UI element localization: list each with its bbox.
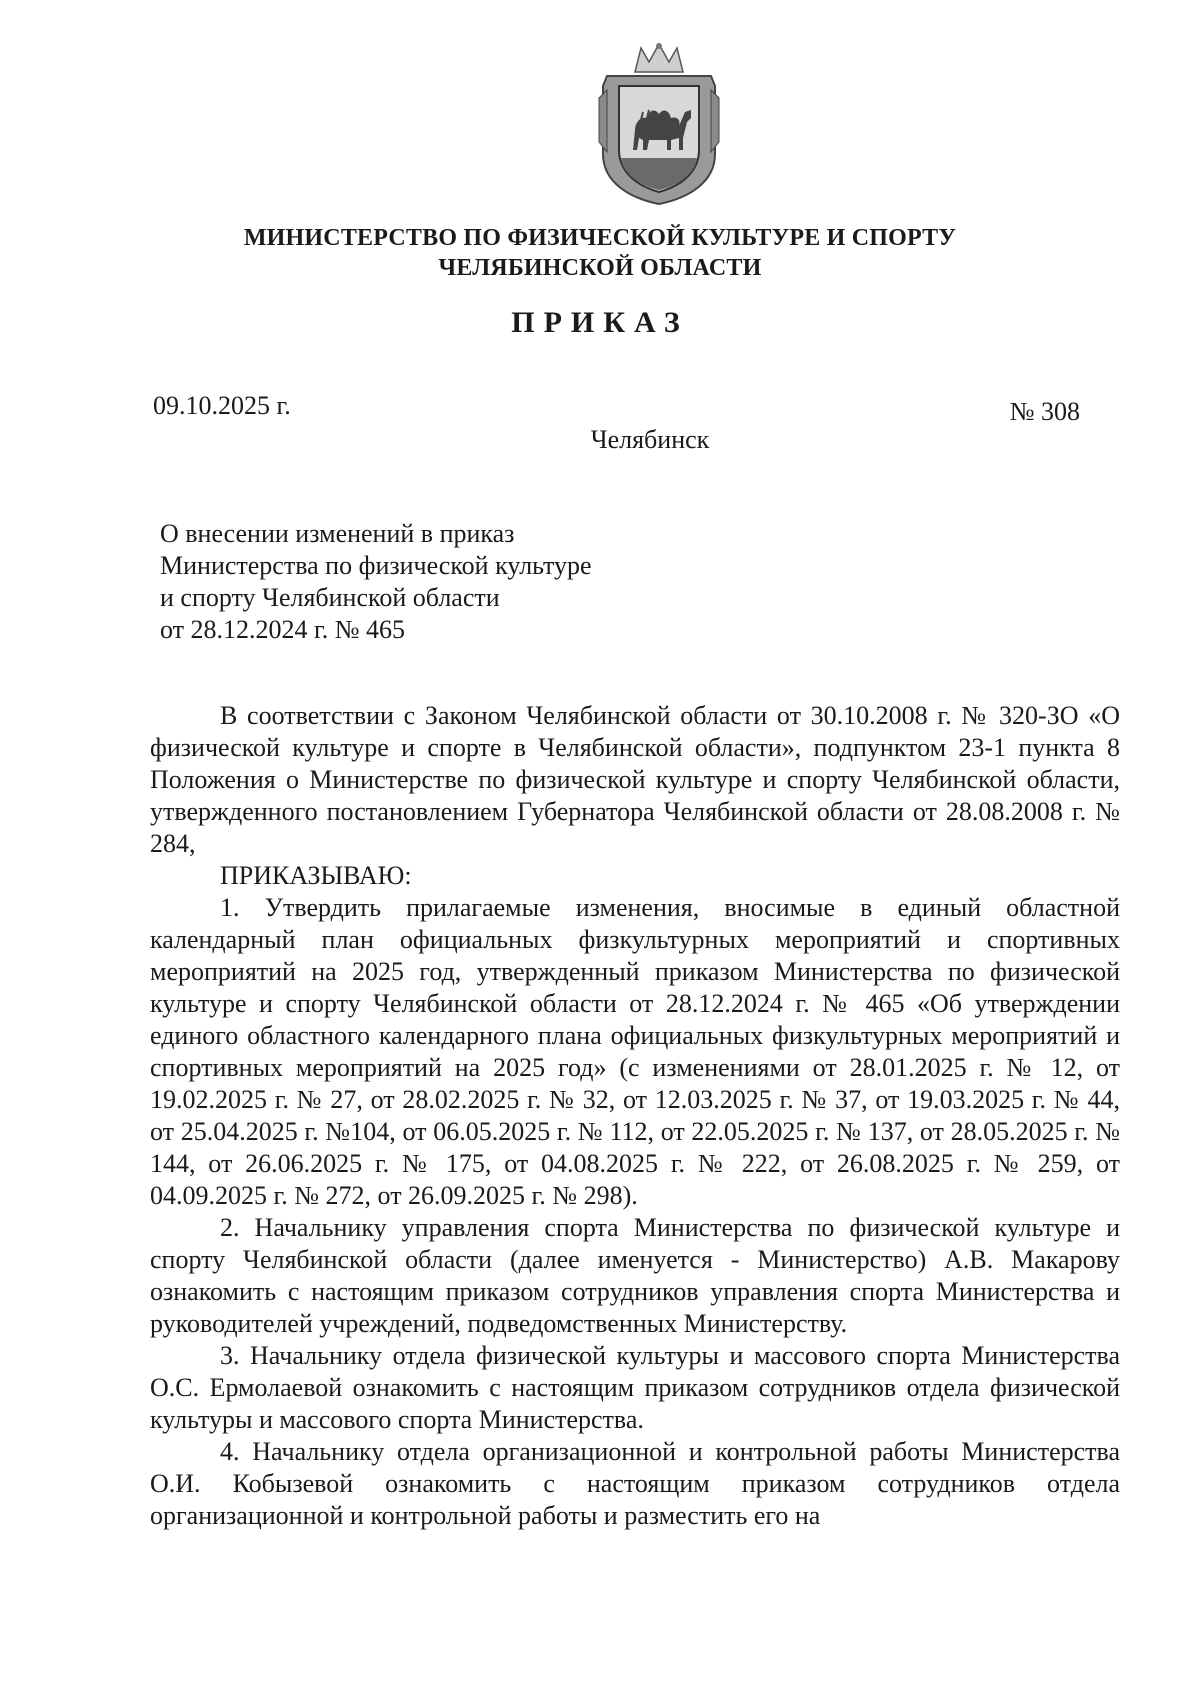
preamble-paragraph: В соответствии с Законом Челябинской области от 30.10.2008 г. № 320-ЗО «О физической культуре и спорте в Челябинской области», подпунктом 23-1 пункта 8 Положения о Министерстве по физической культуре и спорту Челябинской области, утвержденного постановлением Губернатора Челябинской области от 28.08.2008 г. № 284,	[150, 701, 1120, 858]
document-type-title: ПРИКАЗ	[511, 306, 689, 339]
order-subject	[160, 518, 592, 646]
subject-line: от 28.12.2024 г. № 465	[160, 615, 406, 644]
ministry-line-2: ЧЕЛЯБИНСКОЙ ОБЛАСТИ	[438, 255, 762, 281]
order-body	[150, 700, 1120, 1532]
chelyabinsk-coat-of-arms-icon	[591, 42, 727, 206]
subject-line: Министерства по физической культуре	[160, 551, 592, 580]
order-item-1: 1. Утвердить прилагаемые изменения, вносимые в единый областной календарный план официальных физкультурных мероприятий и спортивных мероприятий на 2025 год, утвержденный приказом Министерства по физической культуре и спорту Челябинской области от 28.12.2024 г. № 465 «Об утверждении единого областного календарного плана официальных физкультурных мероприятий и спортивных мероприятий на 2025 год» (с изменениями от 28.01.2025 г. № 12, от 19.02.2025 г. № 27, от 28.02.2025 г. № 32, от 12.03.2025 г. № 37, от 19.03.2025 г. № 44, от 25.04.2025 г. №104, от 06.05.2025 г. № 112, от 22.05.2025 г. № 137, от 28.05.2025 г. № 144, от 26.06.2025 г. № 175, от 04.08.2025 г. № 222, от 26.08.2025 г. № 259, от 04.09.2025 г. № 272, от 26.09.2025 г. № 298).	[150, 893, 1120, 1210]
ministry-name	[0, 223, 1200, 283]
order-date: 09.10.2025 г.	[153, 391, 291, 420]
subject-line: О внесении изменений в приказ	[160, 519, 515, 548]
order-item-3: 3. Начальнику отдела физической культуры и массового спорта Министерства О.С. Ермолаевой ознакомить с настоящим приказом сотрудников отдела физической культуры и массового спорта Министерства.	[150, 1341, 1120, 1434]
subject-line: и спорту Челябинской области	[160, 583, 500, 612]
ministry-line-1: МИНИСТЕРСТВО ПО ФИЗИЧЕСКОЙ КУЛЬТУРЕ И СПОРТУ	[243, 225, 957, 251]
order-number: № 308	[1009, 397, 1080, 426]
order-item-4: 4. Начальнику отдела организационной и контрольной работы Министерства О.И. Кобызевой ознакомить с настоящим приказом сотрудников отдела организационной и контрольной работы и разместить его на	[150, 1437, 1120, 1530]
command-word: ПРИКАЗЫВАЮ:	[220, 861, 412, 890]
order-city: Челябинск	[590, 425, 710, 454]
order-item-2: 2. Начальнику управления спорта Министерства по физической культуре и спорту Челябинской области (далее именуется - Министерство) А.В. Макарову ознакомить с настоящим приказом сотрудников управления спорта Министерства и руководителей учреждений, подведомственных Министерству.	[150, 1213, 1120, 1338]
